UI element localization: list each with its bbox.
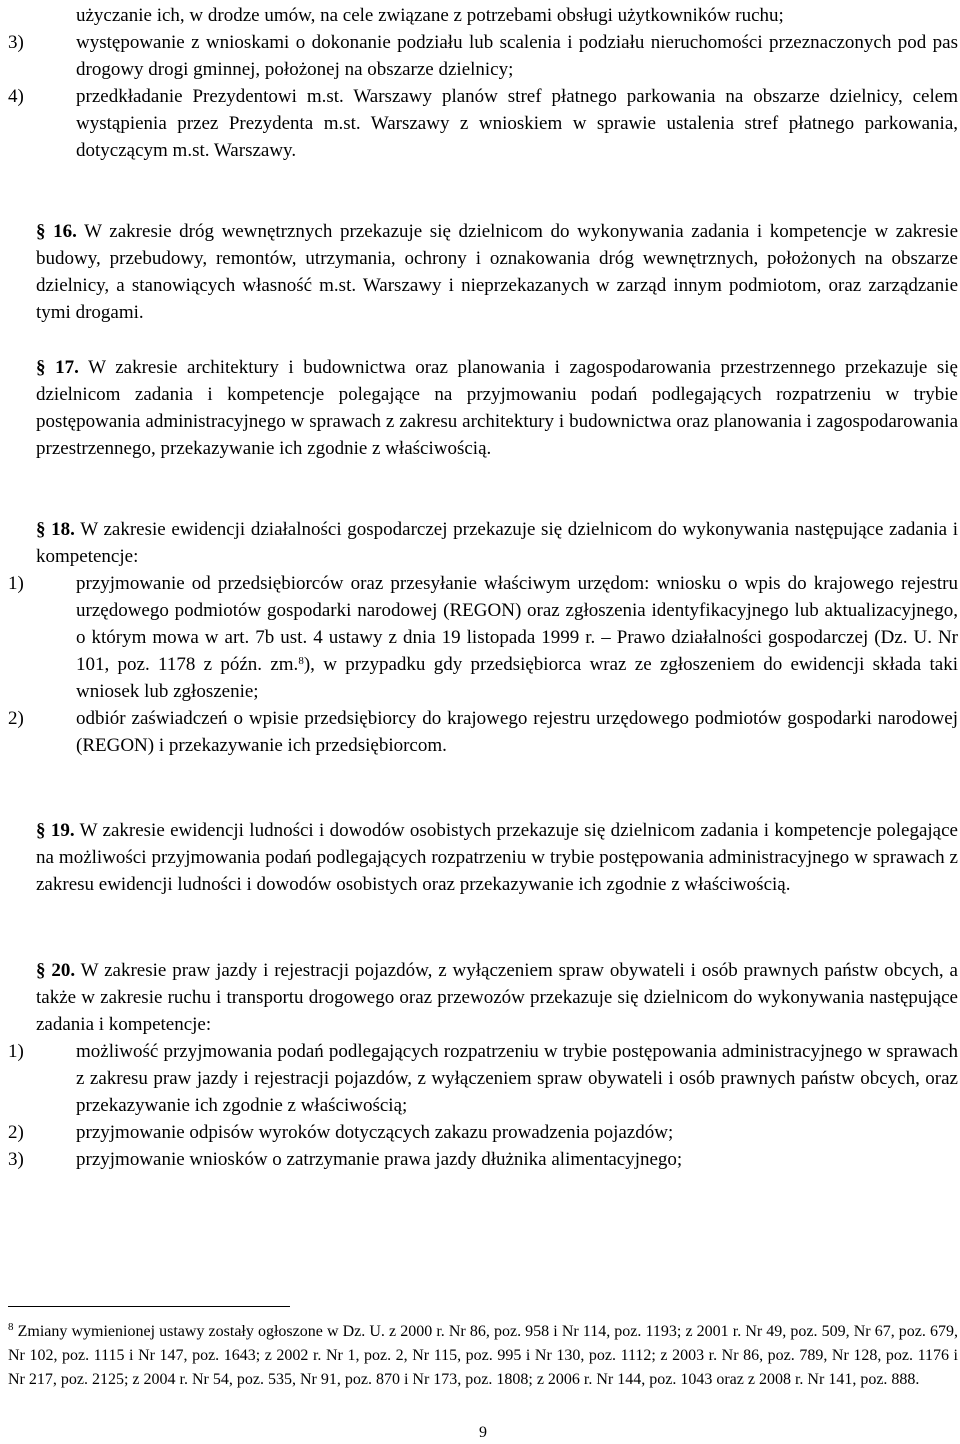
- footnote-text: Zmiany wymienionej ustawy zostały ogłoszone w Dz. U. z 2000 r. Nr 86, poz. 958 i Nr 114, poz. 1193; z 2001 r. Nr 49, poz. 509, Nr 67, poz. 679, Nr 102, poz. 1115 i Nr 147, poz. 1643; z 2002 r. Nr 1, poz. 2, Nr 115, poz. 995 i Nr 130, poz. 1112; z 2003 r. Nr 86, poz. 789, Nr 128, poz. 1176 i Nr 217, poz. 2125; z 2004 r. Nr 54, poz. 535, Nr 91, poz. 870 i Nr 173, poz. 1808; z 2006 r. Nr 144, poz. 1043 oraz z 2008 r. Nr 141, poz. 888.: [8, 1323, 959, 1388]
- section-17-paragraph: [8, 354, 958, 462]
- list-item-cont: [8, 2, 958, 29]
- item-text: użyczanie ich, w drodze umów, na cele związane z potrzebami obsługi użytkowników ruchu;: [76, 5, 784, 26]
- item-text: możliwość przyjmowania podań podlegających rozpatrzeniu w trybie postępowania administracyjnego w sprawach z zakresu praw jazdy i rejestracji pojazdów, z wyłączeniem spraw obywateli i osób prawnych państw obcych, oraz przekazywanie ich zgodnie z właściwością;: [76, 1041, 958, 1116]
- section-19-heading: § 19.: [36, 820, 75, 841]
- continued-list: [8, 2, 958, 164]
- section-20-heading: § 20.: [36, 960, 76, 981]
- section-16: [8, 218, 958, 326]
- section-18-text: W zakresie ewidencji działalności gospodarczej przekazuje się dzielnicom do wykonywania następujące zadania i kompetencje:: [36, 519, 958, 567]
- section-16-heading: § 16.: [36, 221, 77, 242]
- item-text: przyjmowanie od przedsiębiorców oraz przesyłanie właściwym urzędom: wniosku o wpis do krajowego rejestru urzędowego podmiotów gospodarki narodowej (REGON) oraz zgłoszenia identyfikacyjnego lub aktualizacyjnego, o którym mowa w art. 7b ust. 4 ustawy z dnia 19 listopada 1999 r. – Prawo działalności gospodarczej (Dz. U. Nr 101, poz. 1178 z późn. zm.: [76, 573, 958, 675]
- item-text-cont: ), w przypadku gdy przedsiębiorca wraz ze zgłoszeniem do ewidencji składa taki wniosek lub zgłoszenie;: [76, 654, 958, 702]
- section-20: [8, 957, 958, 1173]
- item-number: 4): [8, 86, 24, 107]
- section-16-paragraph: [8, 218, 958, 326]
- section-20-item-3: [8, 1146, 958, 1173]
- item-text: występowanie z wnioskami o dokonanie podziału lub scalenia i podziału nieruchomości przeznaczonych pod pas drogowy drogi gminnej, położonej na obszarze dzielnicy;: [76, 32, 958, 80]
- section-17-heading: § 17.: [36, 357, 79, 378]
- section-20-item-2: [8, 1119, 958, 1146]
- section-18-heading: § 18.: [36, 519, 75, 540]
- section-20-item-1: [8, 1038, 958, 1119]
- footnote-reference: 8: [298, 655, 304, 667]
- item-text: odbiór zaświadczeń o wpisie przedsiębiorcy do krajowego rejestru urzędowego podmiotów gospodarki narodowej (REGON) i przekazywanie ich przedsiębiorcom.: [76, 708, 958, 756]
- item-number: 3): [8, 1149, 24, 1170]
- section-16-text: W zakresie dróg wewnętrznych przekazuje się dzielnicom do wykonywania zadania i kompetencje w zakresie budowy, przebudowy, remontów, utrzymania, ochrony i oznakowania dróg wewnętrznych, położonych na obszarze dzielnicy, a stanowiących własność m.st. Warszawy i nieprzekazanych w zarząd innym podmiotom, oraz zarządzanie tymi drogami.: [36, 221, 959, 323]
- section-20-text: W zakresie praw jazdy i rejestracji pojazdów, z wyłączeniem spraw obywateli i osób prawnych państw obcych, a także w zakresie ruchu i transportu drogowego oraz przewozów przekazuje się dzielnicom do wykonywania następujące zadania i kompetencje:: [36, 960, 958, 1035]
- section-19-paragraph: [8, 817, 958, 898]
- page-number: 9: [479, 1424, 487, 1441]
- section-19: [8, 817, 958, 898]
- footnote-separator: [8, 1306, 290, 1307]
- item-number: 1): [8, 573, 24, 594]
- section-17: [8, 354, 958, 462]
- item-number: 1): [8, 1041, 24, 1062]
- footnote: [8, 1320, 958, 1392]
- footnote-number: 8: [8, 1321, 14, 1333]
- list-item-4: [8, 83, 958, 164]
- section-18: [8, 516, 958, 759]
- section-19-text: W zakresie ewidencji ludności i dowodów osobistych przekazuje się dzielnicom zadania i kompetencje polegające na możliwości przyjmowania podań podlegających rozpatrzeniu w trybie postępowania administracyjnego w sprawach z zakresu ewidencji ludności i dowodów osobistych oraz przekazywanie ich zgodnie z właściwością.: [36, 820, 958, 895]
- section-18-item-2: [8, 705, 958, 759]
- item-number: 3): [8, 32, 24, 53]
- section-18-item-1: [8, 570, 958, 705]
- item-number: 2): [8, 1122, 24, 1143]
- section-17-text: W zakresie architektury i budownictwa oraz planowania i zagospodarowania przestrzennego przekazuje się dzielnicom zadania i kompetencje polegające na przyjmowaniu podań podlegających rozpatrzeniu w trybie postępowania administracyjnego w sprawach z zakresu architektury i budownictwa oraz planowania i zagospodarowania przestrzennego, przekazywanie ich zgodnie z właściwością.: [36, 357, 958, 459]
- section-18-paragraph: [8, 516, 958, 570]
- section-20-paragraph: [8, 957, 958, 1038]
- item-text: przedkładanie Prezydentowi m.st. Warszawy planów stref płatnego parkowania na obszarze dzielnicy, celem wystąpienia przez Prezydenta m.st. Warszawy z wnioskiem w sprawie ustalenia stref płatnego parkowania, dotyczącym m.st. Warszawy.: [76, 86, 958, 161]
- list-item-3: [8, 29, 958, 83]
- item-text: przyjmowanie wniosków o zatrzymanie prawa jazdy dłużnika alimentacyjnego;: [76, 1149, 683, 1170]
- item-number: 2): [8, 708, 24, 729]
- item-text: przyjmowanie odpisów wyroków dotyczących zakazu prowadzenia pojazdów;: [76, 1122, 674, 1143]
